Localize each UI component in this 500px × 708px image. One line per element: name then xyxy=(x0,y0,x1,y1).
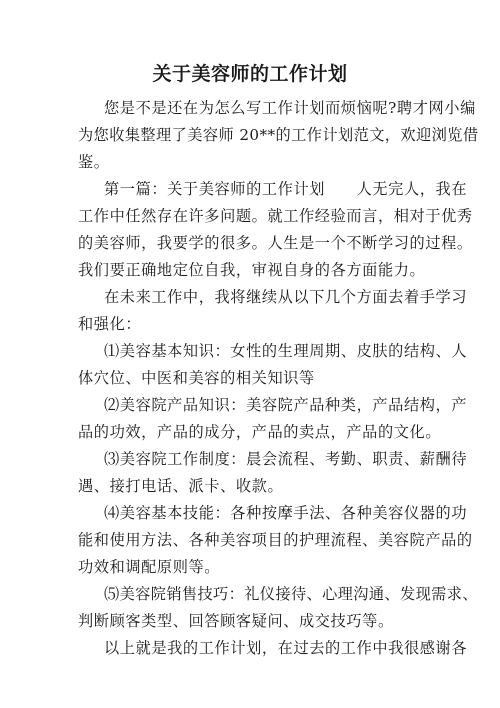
paragraph-line: 工作中任然存在许多问题。就工作经验而言，相对于优秀 xyxy=(78,207,473,225)
paragraph-line: 体穴位、中医和美容的相关知识等 xyxy=(78,369,315,387)
paragraph-line: 和强化： xyxy=(78,315,142,333)
paragraph-line: 您是不是还在为怎么写工作计划而烦恼呢?聘才网小编 xyxy=(104,99,476,117)
paragraph-line: ⑴美容基本知识：女性的生理周期、皮肤的结构、人 xyxy=(104,342,468,360)
paragraph-line: ⑶美容院工作制度：晨会流程、考勤、职责、薪酬待 xyxy=(104,450,468,468)
document-title: 关于美容师的工作计划 xyxy=(152,63,348,85)
paragraph-line: 遇、接打电话、派卡、收款。 xyxy=(78,477,284,495)
paragraph-line: 判断顾客类型、回答顾客疑问、成交技巧等。 xyxy=(78,612,394,630)
paragraph-line: 鉴。 xyxy=(78,153,110,171)
paragraph-line: 第一篇：关于美容师的工作计划 人无完人，我在 xyxy=(104,180,468,198)
paragraph-line: ⑸美容院销售技巧：礼仪接待、心理沟通、发现需求、 xyxy=(104,585,478,603)
paragraph-line: 能和使用方法、各种美容项目的护理流程、美容院产品的 xyxy=(78,531,473,549)
paragraph-line: 品的功效，产品的成分，产品的卖点，产品的文化。 xyxy=(78,423,442,441)
paragraph-line: ⑷美容基本技能：各种按摩手法、各种美容仪器的功 xyxy=(104,504,468,522)
paragraph-line: 在未来工作中，我将继续从以下几个方面去着手学习 xyxy=(104,288,468,306)
paragraph-line: 为您收集整理了美容师 20**的工作计划范文，欢迎浏览借 xyxy=(78,126,479,144)
paragraph-line: ⑵美容院产品知识：美容院产品种类，产品结构，产 xyxy=(104,396,468,414)
paragraph-line: 以上就是我的工作计划，在过去的工作中我很感谢各 xyxy=(104,639,468,657)
paragraph-line: 功效和调配原则等。 xyxy=(78,558,221,576)
paragraph-line: 的美容师，我要学的很多。人生是一个不断学习的过程。 xyxy=(78,234,473,252)
paragraph-line: 我们要正确地定位自我，审视自身的各方面能力。 xyxy=(78,261,426,279)
